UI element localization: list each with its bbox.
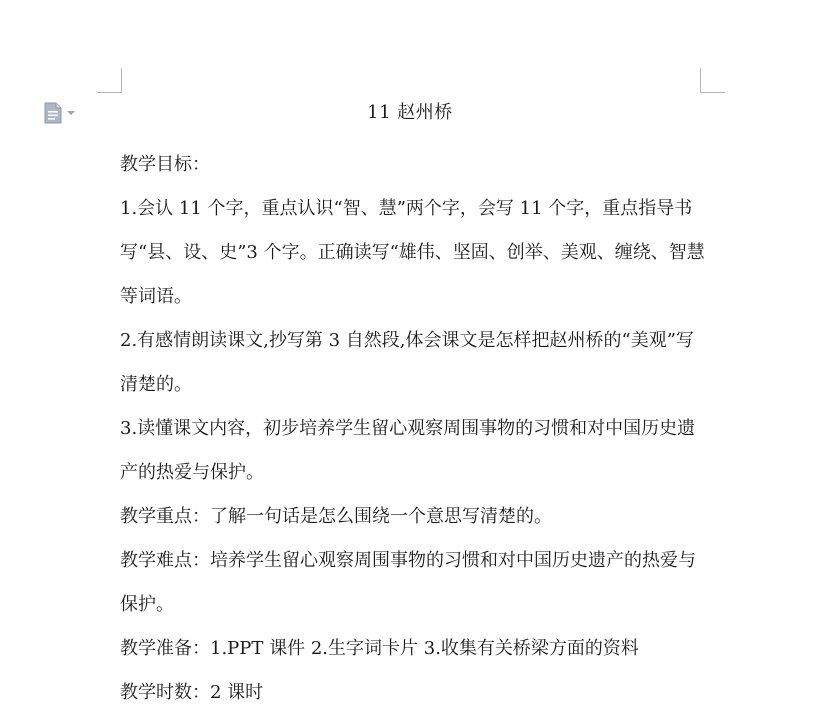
paragraph-lesson-hours: 教学时数：2 课时 bbox=[120, 682, 264, 703]
paragraph-objective-1: 1.会认 11 个字，重点认识“智、慧”两个字，会写 11 个字，重点指导书写“县、设、史”3 个字。正确读写“雄伟、坚固、创举、美观、缠绕、智慧等词语。 bbox=[120, 198, 705, 307]
paragraph-objective-3: 3.读懂课文内容，初步培养学生留心观察周围事物的习惯和对中国历史遗产的热爱与保护。 bbox=[120, 418, 696, 483]
paragraph-difficulties: 教学难点：培养学生留心观察周围事物的习惯和对中国历史遗产的热爱与保护。 bbox=[120, 550, 696, 615]
document-body bbox=[120, 143, 705, 715]
document-title: 11 赵州桥 bbox=[367, 102, 453, 123]
paste-options-button[interactable] bbox=[44, 101, 84, 125]
paragraph-key-points: 教学重点：了解一句话是怎么围绕一个意思写清楚的。 bbox=[120, 506, 552, 527]
chevron-down-icon[interactable] bbox=[67, 111, 75, 115]
crop-mark-top-right bbox=[700, 68, 725, 93]
paragraph-objectives-heading: 教学目标： bbox=[120, 154, 210, 175]
paragraph-objective-2: 2.有感情朗读课文,抄写第 3 自然段,体会课文是怎样把赵州桥的“美观”写清楚的。 bbox=[120, 330, 694, 395]
paste-options-icon bbox=[44, 102, 62, 124]
crop-mark-top-left bbox=[97, 68, 122, 93]
paragraph-preparation: 教学准备：1.PPT 课件 2.生字词卡片 3.收集有关桥梁方面的资料 bbox=[120, 638, 639, 659]
